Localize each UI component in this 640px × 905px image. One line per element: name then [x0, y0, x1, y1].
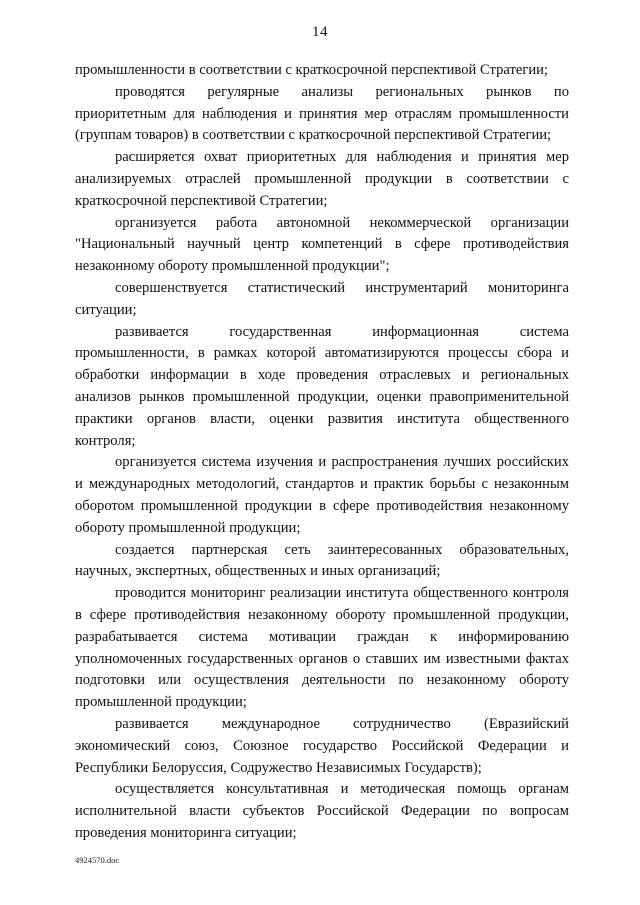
paragraph-international-cooperation: развивается международное сотрудничество (Евразийский экономический союз, Союзное государство Российской Федерации и Республики Белоруссия, Содружество Независимых Государств); — [75, 715, 569, 776]
paragraph-statistics-tools: совершенствуется статистический инструментарий мониторинга ситуации; — [75, 279, 569, 318]
paragraph-best-practices: организуется система изучения и распространения лучших российских и международных методологий, стандартов и практик борьбы с незаконным оборотом промышленной продукции в сфере противодействия незаконному обороту промышленной продукции; — [75, 454, 569, 536]
footer-file-reference: 4924570.doc — [75, 855, 120, 865]
page-number: 14 — [312, 24, 328, 40]
paragraph-continuation: промышленности в соответствии с краткосрочной перспективой Стратегии; — [75, 62, 548, 78]
paragraph-public-control-monitoring: проводится мониторинг реализации института общественного контроля в сфере противодействия незаконному обороту промышленной продукции, разрабатывается система мотивации граждан к информированию уполномоченных государственных органов о ставших им известными фактах подготовки или осуществления деятельности по незаконному обороту промышленной продукции; — [75, 585, 569, 711]
paragraph-partner-network: создается партнерская сеть заинтересованных образовательных, научных, экспертных, общественных и иных организаций; — [75, 541, 569, 580]
document-body — [75, 60, 569, 845]
paragraph-competence-center: организуется работа автономной некоммерческой организации "Национальный научный центр компетенций в сфере противодействия незаконному обороту промышленной продукции"; — [75, 214, 569, 275]
paragraph-methodical-assistance: осуществляется консультативная и методическая помощь органам исполнительной власти субъектов Российской Федерации по вопросам проведения мониторинга ситуации; — [75, 781, 569, 841]
paragraph-information-system: развивается государственная информационная система промышленности, в рамках которой автоматизируются процессы сбора и обработки информации в ходе проведения отраслевых и региональных анализов рынков промышленной продукции, оценки правоприменительной практики органов власти, оценки развития института общественного контроля; — [75, 323, 569, 449]
paragraph-regional-market-analysis: проводятся регулярные анализы региональных рынков по приоритетным для наблюдения и принятия мер отраслям промышленности (группам товаров) в соответствии с краткосрочной перспективой Стратегии; — [75, 83, 569, 144]
paragraph-coverage-expansion: расширяется охват приоритетных для наблюдения и принятия мер анализируемых отраслей промышленной продукции в соответствии с краткосрочной перспективой Стратегии; — [75, 149, 569, 209]
